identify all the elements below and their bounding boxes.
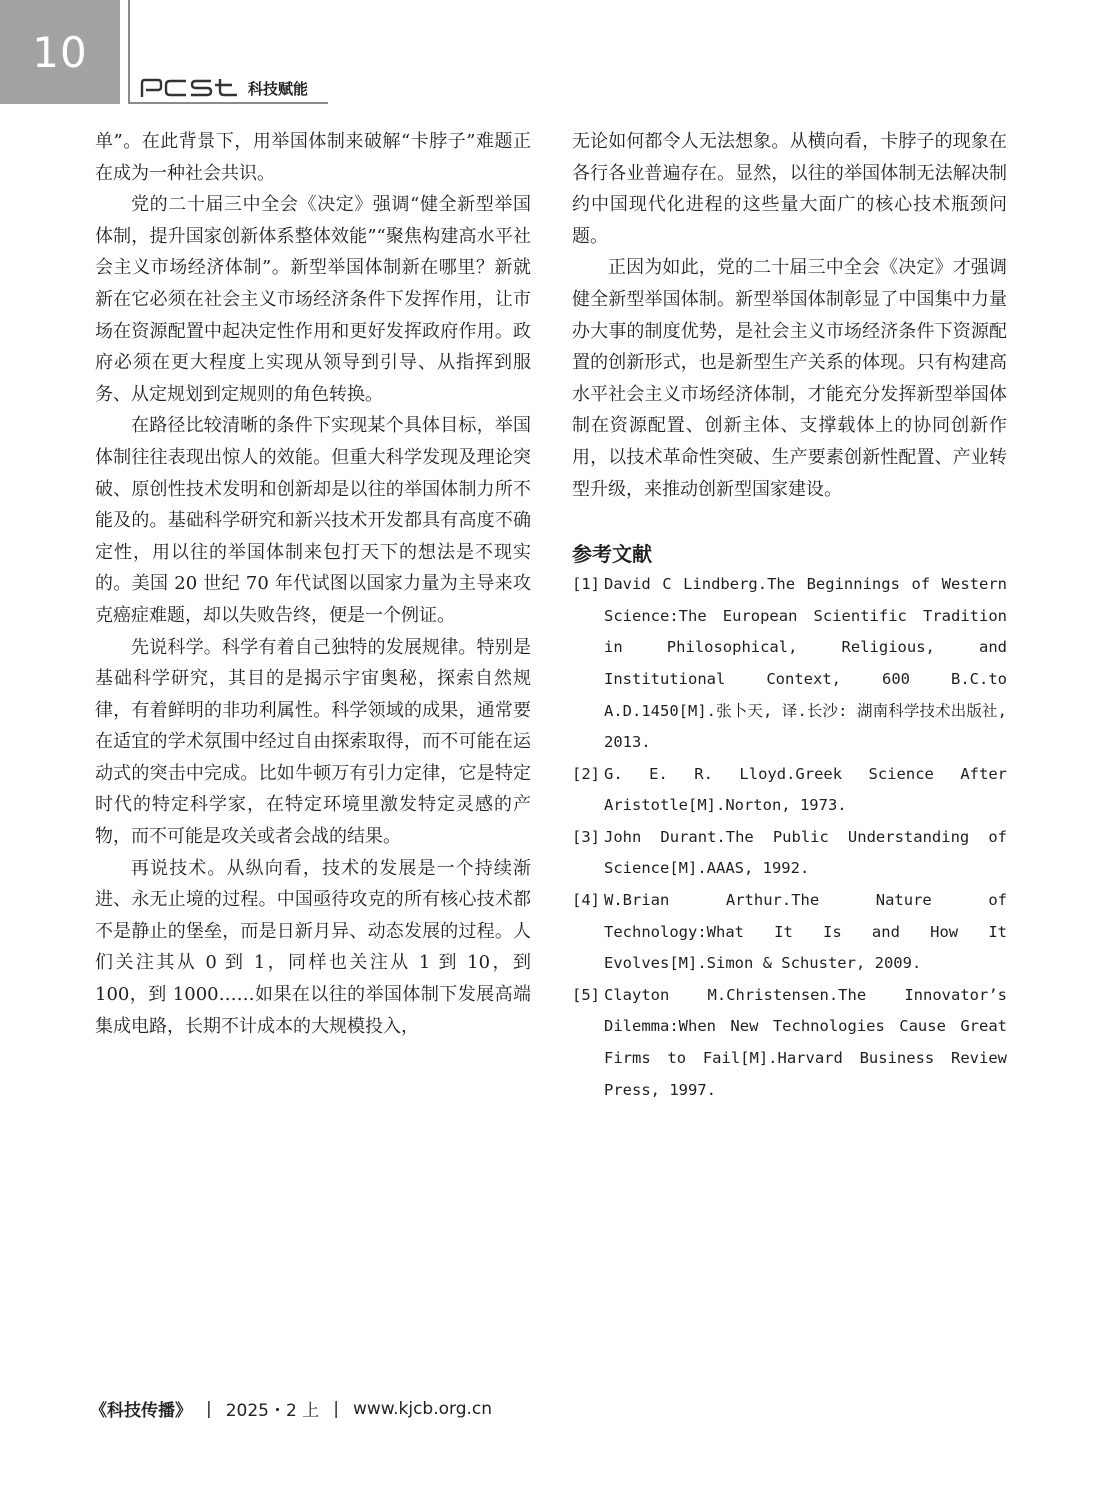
paragraph: 正因为如此，党的二十届三中全会《决定》才强调健全新型举国体制。新型举国体制彰显了中国集中力量办大事的制度优势，是社会主义市场经济条件下资源配置的创新形式，也是新型生产关系的体现。只有构建高水平社会主义市场经济体制，才能充分发挥新型举国体制在资源配置、创新主体、支撑载体上的协同创新作用，以技术革命性突破、生产要素创新性配置、产业转型升级，来推动创新型国家建设。 xyxy=(572,257,1007,500)
references-heading: 参考文献 xyxy=(572,542,652,567)
paragraph: 先说科学。科学有着自己独特的发展规律。特别是基础科学研究，其目的是揭示宇宙奥秘，探索自然规律，有着鲜明的非功利属性。科学领域的成果，通常要在适宜的学术氛围中经过自由探索取得，而不可能在运动式的突击中完成。比如牛顿万有引力定律，它是特定时代的特定科学家，在特定环境里激发特定灵感的产物，而不可能是攻关或者会战的结果。 xyxy=(95,636,531,848)
pcst-logo xyxy=(140,78,240,98)
footer-separator: | xyxy=(333,1398,339,1419)
paragraph: 党的二十届三中全会《决定》强调“健全新型举国体制，提升国家创新体系整体效能”“聚焦构建高水平社会主义市场经济体制”。新型举国体制新在哪里？新就新在它必须在社会主义市场经济条件下发挥作用，让市场在资源配置中起决定性作用和更好发挥政府作用。政府必须在更大程度上实现从领导到引导、从指挥到服务、从定规划到定规则的角色转换。 xyxy=(95,194,531,405)
reference-text: W.Brian Arthur.The Nature of Technology:What It Is and How It Evolves[M].Simon & Schuster, 2009. xyxy=(604,891,1007,973)
journal-name: 《科技传播》 xyxy=(90,1401,192,1421)
footer-separator: | xyxy=(206,1398,212,1419)
page-footer xyxy=(90,1396,492,1421)
reference-text: John Durant.The Public Understanding of Science[M].AAAS, 1992. xyxy=(604,827,1007,878)
header-brand xyxy=(140,76,308,100)
reference-item xyxy=(572,822,1007,885)
reference-text: David C Lindberg.The Beginnings of Western Science:The European Scientific Tradition in Philosophical, Religious, and Institutional Context, 600 B.C.to A.D.1450[M].张卜天, 译.长沙: 湖南科学技术出版社, 2013. xyxy=(604,575,1007,752)
page-number: 10 xyxy=(0,0,120,104)
paragraph: 单”。在此背景下，用举国体制来破解“卡脖子”难题正在成为一种社会共识。 xyxy=(95,131,531,184)
left-column xyxy=(95,126,531,1042)
references-list xyxy=(572,569,1007,1106)
header-divider-horizontal xyxy=(128,102,328,104)
website-link[interactable]: www.kjcb.org.cn xyxy=(352,1398,493,1419)
reference-number: [1] xyxy=(572,575,600,594)
section-label: 科技赋能 xyxy=(248,79,309,98)
issue-label: 2025・2 上 xyxy=(225,1401,320,1421)
reference-number: [4] xyxy=(572,891,600,910)
paragraph: 无论如何都令人无法想象。从横向看，卡脖子的现象在各行各业普遍存在。显然，以往的举国体制无法解决制约中国现代化进程的这些量大面广的核心技术瓶颈问题。 xyxy=(572,131,1007,247)
header-divider-vertical xyxy=(128,0,130,104)
reference-text: G. E. R. Lloyd.Greek Science After Aristotle[M].Norton, 1973. xyxy=(604,764,1007,815)
reference-number: [3] xyxy=(572,827,600,846)
reference-item xyxy=(572,759,1007,822)
paragraph: 再说技术。从纵向看，技术的发展是一个持续渐进、永无止境的过程。中国亟待攻克的所有核心技术都不是静止的堡垒，而是日新月异、动态发展的过程。人们关注其从 0 到 1，同样也关注从 1 到 10，到 100，到 1000……如果在以往的举国体制下发展高端集成电路，长期不计成本的大规模投入， xyxy=(95,857,531,1037)
reference-text: Clayton M.Christensen.The Innovator’s Dilemma:When New Technologies Cause Great Firms to Fail[M].Harvard Business Review Press, 1997. xyxy=(604,985,1007,1099)
reference-item xyxy=(572,885,1007,980)
reference-number: [5] xyxy=(572,985,600,1004)
paragraph: 在路径比较清晰的条件下实现某个具体目标，举国体制往往表现出惊人的效能。但重大科学发现及理论突破、原创性技术发明和创新却是以往的举国体制力所不能及的。基础科学研究和新兴技术开发都具有高度不确定性，用以往的举国体制来包打天下的想法是不现实的。美国 20 世纪 70 年代试图以国家力量为主导来攻克癌症难题，却以失败告终，便是一个例证。 xyxy=(95,415,531,626)
right-column xyxy=(572,126,1007,1106)
reference-number: [2] xyxy=(572,764,600,783)
reference-item xyxy=(572,980,1007,1106)
reference-item xyxy=(572,569,1007,759)
